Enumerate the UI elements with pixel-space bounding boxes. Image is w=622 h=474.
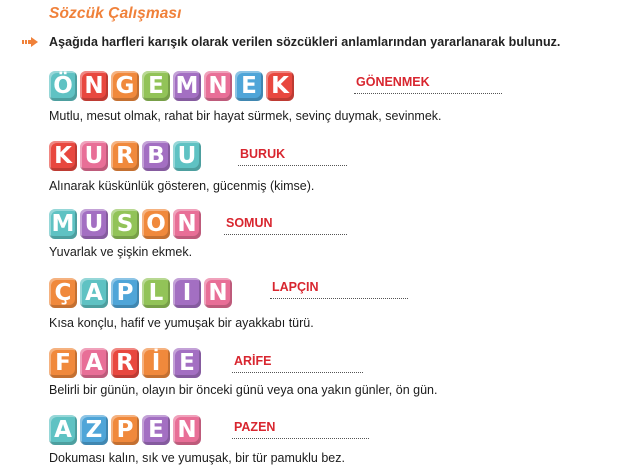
right-arrow-icon — [22, 37, 38, 47]
letter-tile: E — [142, 415, 170, 445]
letter-tile: S — [111, 209, 139, 239]
answer-line: ARİFE — [232, 354, 363, 373]
letter-tile: Ö — [49, 71, 77, 101]
letter-tile: E — [235, 71, 263, 101]
letter-tile: R — [111, 348, 139, 378]
letter-tile: E — [142, 71, 170, 101]
page-title: Sözcük Çalışması — [49, 5, 182, 22]
letter-tile: R — [111, 141, 139, 171]
letter-tile: A — [49, 415, 77, 445]
letter-tile: A — [80, 278, 108, 308]
instruction-row — [22, 35, 560, 49]
letter-tile: N — [173, 209, 201, 239]
word-entry — [49, 141, 609, 193]
letter-tile: P — [111, 278, 139, 308]
word-entry — [49, 209, 609, 259]
letter-tile: O — [142, 209, 170, 239]
letter-tile: Z — [80, 415, 108, 445]
word-entry — [49, 71, 609, 123]
answer-line: LAPÇIN — [270, 280, 408, 299]
letter-tile: N — [173, 415, 201, 445]
answer-line: BURUK — [238, 147, 347, 166]
letter-tile: M — [49, 209, 77, 239]
letter-tile: U — [173, 141, 201, 171]
letter-tile: M — [173, 71, 201, 101]
instruction-text: Aşağıda harfleri karışık olarak verilen sözcükleri anlamlarından yararlanarak bulunuz. — [49, 35, 561, 49]
definition-text: Yuvarlak ve şişkin ekmek. — [49, 245, 193, 259]
letter-tile: N — [204, 278, 232, 308]
letter-tile: E — [173, 348, 201, 378]
letter-tile: K — [266, 71, 294, 101]
letter-tile: B — [142, 141, 170, 171]
letter-tile: N — [80, 71, 108, 101]
word-entry — [49, 415, 609, 465]
word-entry — [49, 278, 609, 330]
letter-tile: Ç — [49, 278, 77, 308]
answer-line: SOMUN — [224, 216, 347, 235]
letter-tile: K — [49, 141, 77, 171]
letter-tile: P — [111, 415, 139, 445]
definition-text: Mutlu, mesut olmak, rahat bir hayat sürmek, sevinç duymak, sevinmek. — [49, 109, 442, 123]
letter-tile: U — [80, 141, 108, 171]
answer-line: GÖNENMEK — [354, 75, 502, 94]
definition-text: Alınarak küskünlük gösteren, gücenmiş (kimse). — [49, 179, 315, 193]
letter-tile: U — [80, 209, 108, 239]
letter-tile: N — [204, 71, 232, 101]
letter-tile: F — [49, 348, 77, 378]
answer-line: PAZEN — [232, 420, 369, 439]
letter-tile: L — [142, 278, 170, 308]
letter-tile: A — [80, 348, 108, 378]
definition-text: Belirli bir günün, olayın bir önceki günü veya ona yakın günler, ön gün. — [49, 383, 438, 397]
definition-text: Dokuması kalın, sık ve yumuşak, bir tür pamuklu bez. — [49, 451, 345, 465]
letter-tile: G — [111, 71, 139, 101]
letter-tiles — [49, 71, 609, 101]
definition-text: Kısa konçlu, hafif ve yumuşak bir ayakkabı türü. — [49, 316, 314, 330]
word-entry — [49, 348, 609, 397]
letter-tile: İ — [142, 348, 170, 378]
letter-tile: I — [173, 278, 201, 308]
